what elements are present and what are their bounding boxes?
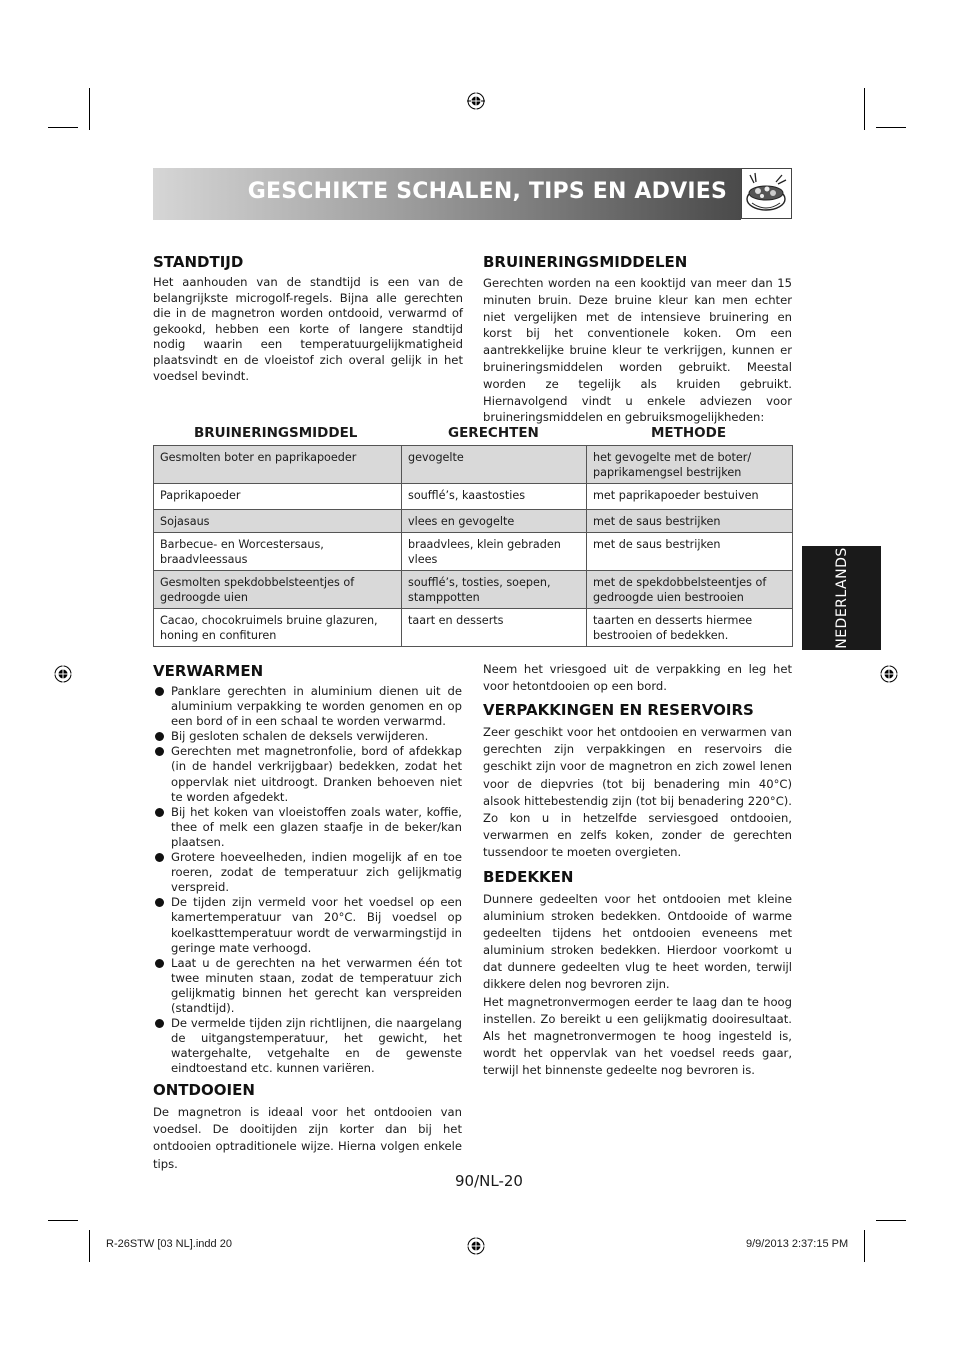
- table-header-methode: METHODE: [651, 425, 727, 441]
- bullet-icon: [155, 898, 164, 907]
- crop-mark: [876, 127, 906, 128]
- language-tab-label: NEDERLANDS: [833, 547, 850, 649]
- bullet-icon: [155, 853, 164, 862]
- bullet-icon: [155, 732, 164, 741]
- section-heading-standtijd: STANDTIJD: [153, 253, 244, 271]
- table-cell: vlees en gevogelte: [402, 510, 587, 533]
- table-cell: Cacao, chocokruimels bruine glazuren, honing en confituren: [154, 609, 402, 647]
- table-cell: Gesmolten spekdobbelsteentjes of gedroogde uien: [154, 571, 402, 609]
- crop-mark: [48, 1220, 78, 1221]
- table-cell: soufflé’s, tosties, soepen, stamppotten: [402, 571, 587, 609]
- ontdooien-text: De magnetron is ideaal voor het ontdooien van voedsel. De dooitijden zijn korter dan bij het ontdooien optraditionele wijze. Hierna volgen enkele tips.: [153, 1105, 462, 1171]
- section-heading-ontdooien: ONTDOOIEN: [153, 1081, 255, 1099]
- table-cell: braadvlees, klein gebraden vlees: [402, 533, 587, 571]
- table-cell: Sojasaus: [154, 510, 402, 533]
- bedekken-text-2: Het magnetronvermogen eerder te laag dan te hoog instellen. Zo bereikt u een gelijkmatig dooiresultaat. Als het magnetronvermogen te hoog ingesteld is, wordt het oppervlak van het voedsel reeds gaar, terwijl het binnenste gedeelte nog bevroren is.: [483, 995, 792, 1077]
- crop-mark: [48, 127, 78, 128]
- footer-filename: R-26STW [03 NL].indd 20: [106, 1238, 232, 1250]
- bruinering-text: Gerechten worden na een kooktijd van meer dan 15 minuten bruin. Deze bruine kleur kan men echter niet vergelijken met de intensieve bruinering en korst bij het conventionele koken. Om een aantrekkelijke bruine kleur te verkrijgen, kunnen er bruineringsmiddelen worden gebruikt. Meestal worden ze tegelijk als kruiden gebruikt. Hiernavolgend vindt u enkele adviezen voor bruineringsmiddelen en gebruiksmogelijkheden:: [483, 276, 792, 425]
- list-item: Laat u de gerechten na het verwarmen één tot twee minuten staan, zodat de temperatuur zich gelijkmatig binnen het gerecht kan verspreiden (standtijd).: [154, 956, 462, 1016]
- table-cell: met de saus bestrijken: [587, 510, 793, 533]
- registration-mark-icon: [880, 665, 898, 683]
- table-cell: met de saus bestrijken: [587, 533, 793, 571]
- standtijd-text: Het aanhouden van de standtijd is een van de belangrijkste microgolf-regels. Bijna alle gerechten die in de magnetron worden ontdooid, verwarmd of gekookd, hebben een korte of langere standtijd nodig waarin een temperatuurgelijkmatigheid plaatsvindt en de vloeistof zich overal gelijk in het voedsel bevindt.: [153, 275, 463, 383]
- table-cell: gevogelte: [402, 446, 587, 484]
- registration-mark-icon: [467, 1237, 485, 1255]
- table-row: [154, 510, 793, 533]
- table-cell: Gesmolten boter en paprikapoeder: [154, 446, 402, 484]
- bullet-icon: [155, 687, 164, 696]
- crop-mark: [89, 88, 90, 130]
- section-heading-verwarmen: VERWARMEN: [153, 662, 264, 680]
- bowl-food-icon: [741, 168, 792, 219]
- ontdooien-continued-text: Neem het vriesgoed uit de verpakking en leg het voor hetontdooien op een bord.: [483, 662, 792, 694]
- crop-mark: [876, 1220, 906, 1221]
- table-cell: met paprikapoeder bestuiven: [587, 484, 793, 510]
- crop-mark: [864, 1230, 865, 1262]
- list-item: Bij het koken van vloeistoffen zoals water, koffie, thee of melk een glazen staafje in de beker/kan plaatsen.: [154, 805, 462, 850]
- table-cell: het gevogelte met de boter/ paprikamengsel bestrijken: [587, 446, 793, 484]
- table-row: [154, 609, 793, 647]
- bedekken-text-1: Dunnere gedeelten voor het ontdooien met kleine aluminium stroken bedekken. Ontdooide of warme gedeelten tijdens het ontdooien eveneens met aluminium stroken bedekken. Hierdoor voorkomt u dat dunnere gedeelten vlug te heet worden, terwijl dikkere delen nog bevroren zijn.: [483, 892, 792, 991]
- page-number: 90/NL-20: [455, 1172, 523, 1190]
- list-item: De vermelde tijden zijn richtlijnen, die naargelang de uitgangstemperatuur, het gewicht, het watergehalte, vetgehalte en de gewenste eindtoestand etc. kunnen variëren.: [154, 1016, 462, 1076]
- table-header-bruineringsmiddel: BRUINERINGSMIDDEL: [194, 425, 358, 441]
- table-cell: met de spekdobbelsteentjes of gedroogde uien bestrooien: [587, 571, 793, 609]
- bullet-icon: [155, 808, 164, 817]
- table-row: [154, 571, 793, 609]
- section-heading-verpakkingen: VERPAKKINGEN EN RESERVOIRS: [483, 701, 754, 719]
- section-heading-bruineringsmiddelen: BRUINERINGSMIDDELEN: [483, 253, 688, 271]
- table-cell: taart en desserts: [402, 609, 587, 647]
- language-tab: [802, 546, 881, 650]
- bullet-icon: [155, 1019, 164, 1028]
- verpakkingen-text: Zeer geschikt voor het ontdooien en verwarmen van gerechten zijn verpakkingen en reservoirs die geschikt zijn voor de magnetron en zich zowel lenen voor de diepvries (tot bij benadering min 40°C) alsook hittebestendig zijn (tot bij benadering 220°C). Zo kon u in hetzelfde serviesgoed ontdooien, verwarmen en zelfs koken, zonder de gerechten tussendoor te moeten overgieten.: [483, 725, 792, 860]
- table-row: [154, 533, 793, 571]
- list-item: De tijden zijn vermeld voor het voedsel op een kamertemperatuur van 20°C. Bij voedsel op koelkasttemperatuur wordt de verwarmingstijd in geringe mate verhoogd.: [154, 895, 462, 955]
- bullet-icon: [155, 747, 164, 756]
- footer-datetime: 9/9/2013 2:37:15 PM: [746, 1238, 849, 1250]
- bullet-icon: [155, 959, 164, 968]
- crop-mark: [89, 1230, 90, 1262]
- section-heading-bedekken: BEDEKKEN: [483, 868, 574, 886]
- table-row: [154, 484, 793, 510]
- table-cell: Barbecue- en Worcestersaus, braadvleessaus: [154, 533, 402, 571]
- table-cell: soufflé’s, kaastosties: [402, 484, 587, 510]
- page-title: GESCHIKTE SCHALEN, TIPS EN ADVIES: [247, 179, 727, 204]
- crop-mark: [864, 88, 865, 130]
- title-bar: [153, 168, 741, 220]
- list-item: Gerechten met magnetronfolie, bord of afdekkap (in de handel verkrijgbaar) bedekken, zodat het oppervlak niet uitdroogt. Dranken behoeven niet te worden afgedekt.: [154, 744, 462, 804]
- table-cell: taarten en desserts hiermee bestrooien of bedekken.: [587, 609, 793, 647]
- registration-mark-icon: [54, 665, 72, 683]
- table-cell: Paprikapoeder: [154, 484, 402, 510]
- table-header-gerechten: GERECHTEN: [448, 425, 539, 441]
- list-item: Bij gesloten schalen de deksels verwijderen.: [154, 729, 462, 744]
- verwarmen-list: [154, 684, 462, 1076]
- list-item: Grotere hoeveelheden, indien mogelijk af en toe roeren, zodat de temperatuur zich gelijkmatig verspreid.: [154, 850, 462, 895]
- registration-mark-icon: [467, 92, 485, 110]
- table-row: [154, 446, 793, 484]
- browning-table: [153, 445, 793, 647]
- list-item: Panklare gerechten in aluminium dienen uit de aluminium verpakking te worden genomen en op een bord of in een schaal te worden verwarmd.: [154, 684, 462, 729]
